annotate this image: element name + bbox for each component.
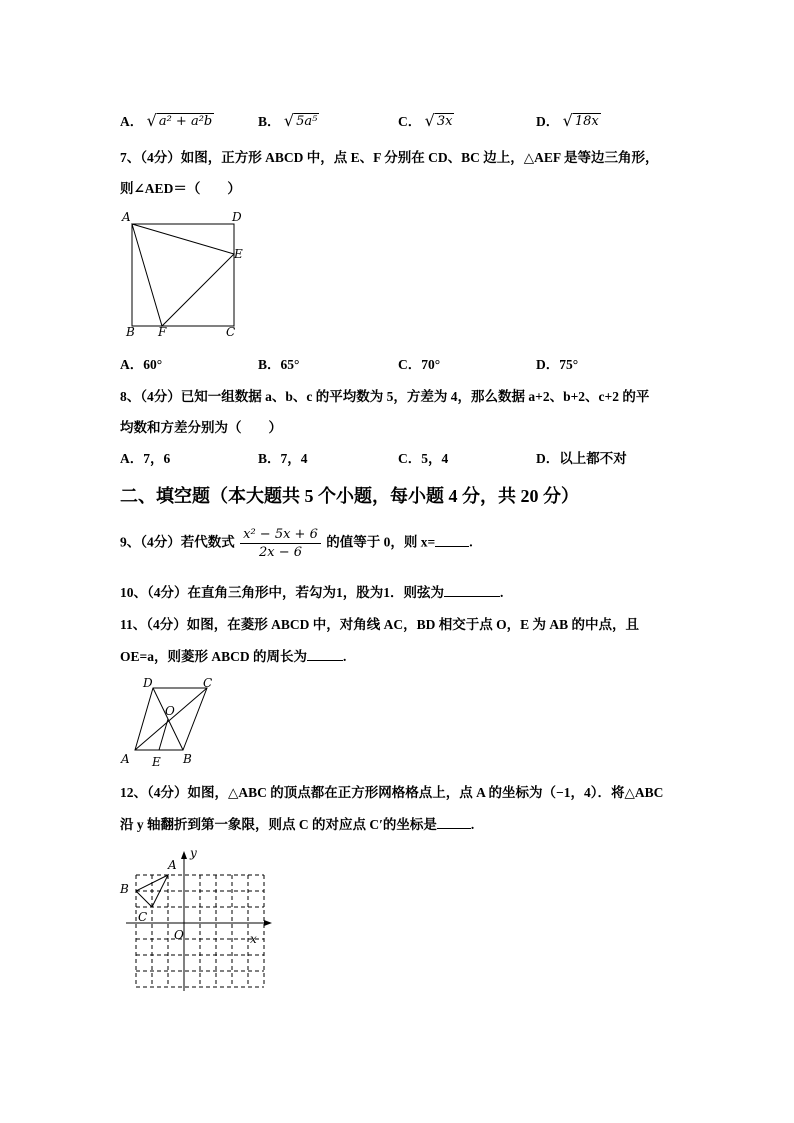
label-a: A — [122, 210, 131, 224]
q9-fraction: $\frac{\text{x² − 5x + 6}}{2x - 6}$ — [240, 526, 321, 561]
label-o: O — [165, 704, 175, 718]
q11-line-1: 11、（4分）如图，在菱形 ABCD 中，对角线 AC，BD 相交于点 O，E 为 AB 的中点，且 — [120, 617, 640, 632]
q11-rhombus-figure — [115, 674, 225, 770]
q12-grid-figure — [118, 843, 278, 993]
q8-option-c: C．5，4 — [398, 451, 449, 466]
q7-option-d: D．75° — [536, 357, 579, 372]
label-y: y — [190, 846, 197, 860]
label-b: B — [120, 882, 129, 896]
label-a: A — [168, 858, 177, 872]
label-c: C — [226, 325, 236, 338]
label-c: C — [203, 676, 213, 690]
q8-option-a: A．7，6 — [120, 451, 171, 466]
q8-option-b: B．7，4 — [258, 451, 308, 466]
q7-option-c: C．70° — [398, 357, 441, 372]
q12-line-1: 12、（4分）如图，△ABC 的顶点都在正方形网格格点上，点 A 的坐标为（−1，4）．将△ABC — [120, 785, 664, 800]
section-2-title: 二、填空题（本大题共 5 个小题，每小题 4 分，共 20 分） — [120, 486, 579, 506]
label-f: F — [158, 325, 167, 338]
q6-option-b: B． √ 5a⁵ — [258, 111, 318, 130]
q11-answer-blank[interactable] — [307, 648, 343, 661]
q12-line-2: 沿 y 轴翻折到第一象限，则点 C 的对应点 C′的坐标是 . — [120, 817, 475, 832]
label-d: D — [143, 676, 153, 690]
label-c: C — [138, 910, 148, 924]
label-x: x — [250, 932, 257, 946]
q6-option-c: C． √ 3x — [398, 111, 453, 130]
q7-line-2: 则∠AED＝（ ） — [120, 181, 241, 196]
label-d: D — [232, 210, 242, 224]
label-b: B — [183, 752, 192, 766]
triangle-aef — [132, 224, 234, 326]
diagonal-ac — [135, 688, 207, 750]
x-axis-arrow — [264, 920, 272, 926]
q6-option-d: D． √ 18x — [536, 111, 599, 130]
q9-answer-blank[interactable] — [435, 534, 469, 547]
q10-line: 10、（4分）在直角三角形中，若勾为1，股为1．则弦为 . — [120, 585, 504, 600]
label-o: O — [174, 928, 184, 942]
q7-option-a: A．60° — [120, 357, 163, 372]
q11-line-2: OE=a，则菱形 ABCD 的周长为 . — [120, 649, 347, 664]
q7-option-b: B．65° — [258, 357, 300, 372]
q7-line-1: 7、（4分）如图，正方形 ABCD 中，点 E、F 分别在 CD、BC 边上，△AEF 是等边三角形， — [120, 150, 659, 165]
label-a: A — [121, 752, 130, 766]
q8-option-d: D．以上都不对 — [536, 451, 627, 466]
dashed-grid — [136, 875, 264, 987]
label-e: E — [234, 247, 243, 261]
label-b: B — [126, 325, 135, 338]
q10-answer-blank[interactable] — [444, 584, 500, 597]
label-e: E — [152, 755, 161, 769]
q8-line-2: 均数和方差分别为（ ） — [120, 420, 282, 435]
q8-line-1: 8、（4分）已知一组数据 a、b、c 的平均数为 5，方差为 4，那么数据 a+2、b+2、c+2 的平 — [120, 389, 650, 404]
y-axis-arrow — [181, 851, 187, 859]
q6-option-a: A． √ a² + a²b — [120, 111, 213, 130]
q9-line: 9、（4分）若代数式 $\frac{\text{x² − 5x + 6}}{2x - 6}$ 的值等于 0，则 x= . — [120, 527, 473, 560]
q7-square-figure — [118, 208, 258, 338]
q12-answer-blank[interactable] — [437, 816, 471, 829]
segment-oe — [159, 719, 168, 750]
